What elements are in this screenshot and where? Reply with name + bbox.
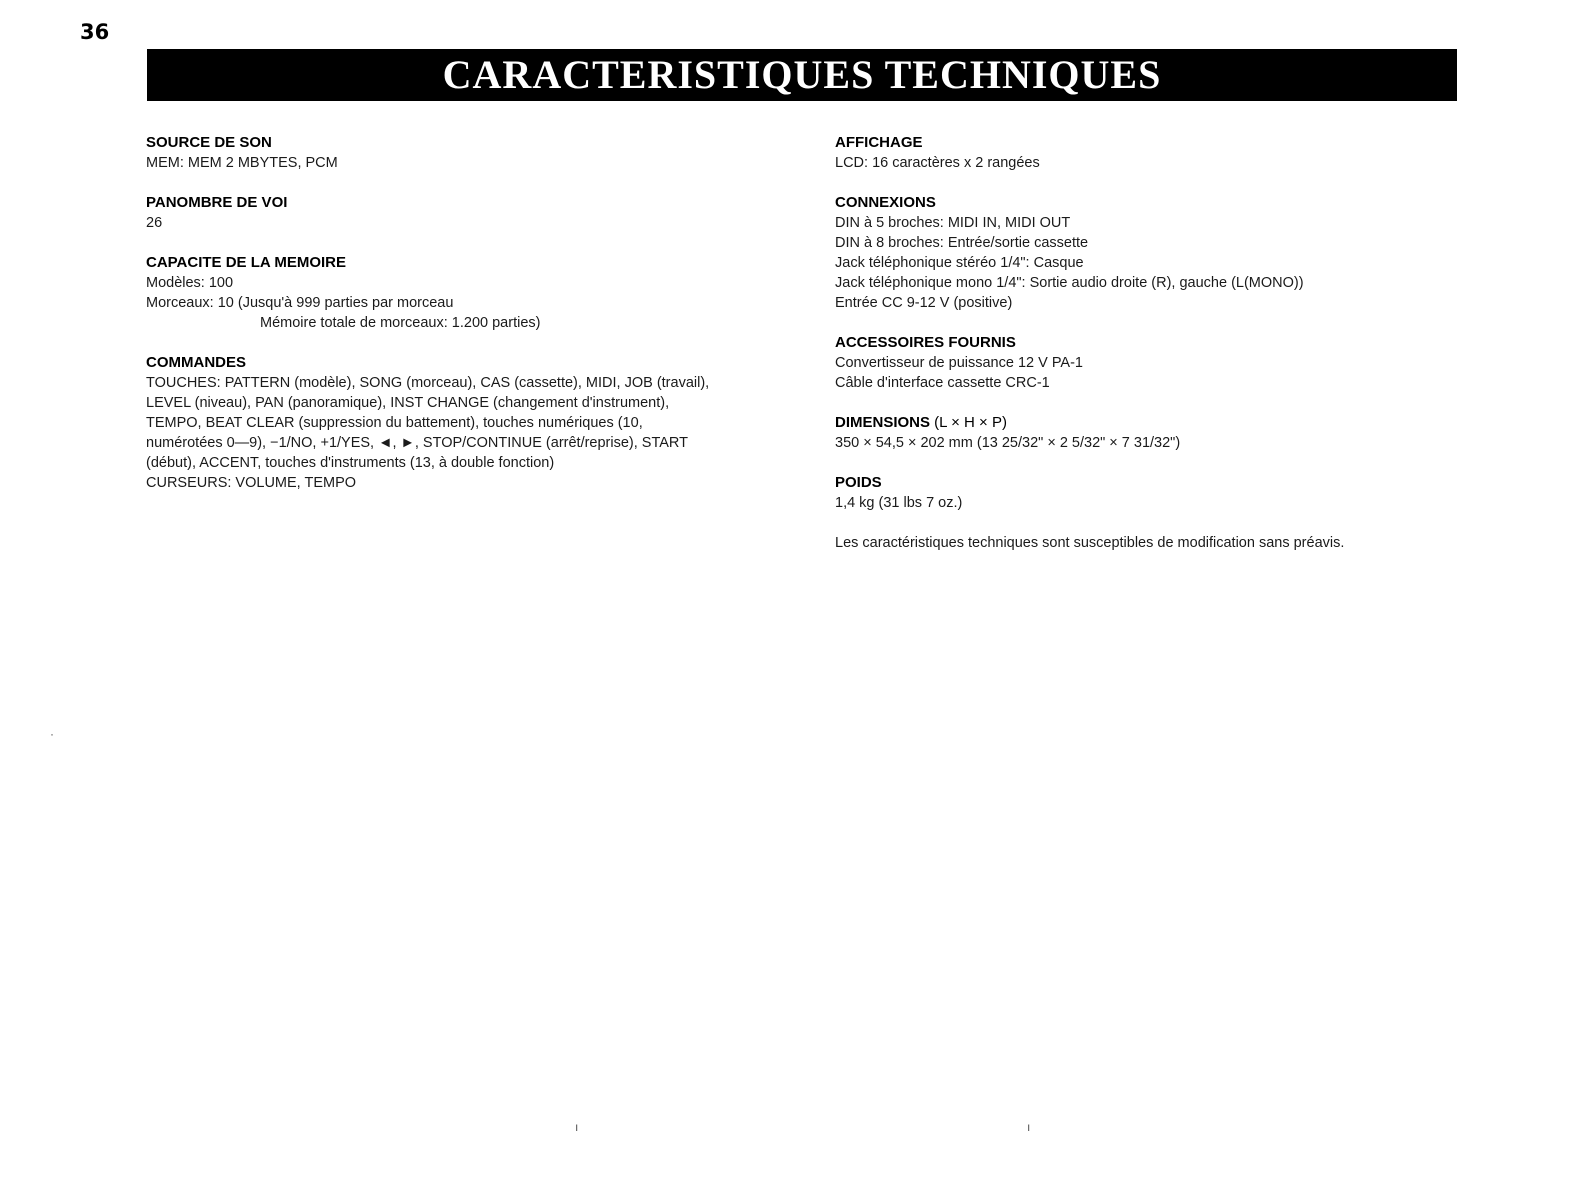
title-banner: [147, 49, 1457, 101]
section-commandes: [146, 353, 786, 493]
section-heading: CAPACITE DE LA MEMOIRE: [146, 254, 347, 271]
section-poids: [835, 473, 1475, 513]
spec-line: Convertisseur de puissance 12 V PA-1: [835, 355, 1083, 371]
section-heading: PANOMBRE DE VOI: [146, 194, 288, 211]
spec-line: Morceaux: 10 (Jusqu'à 999 parties par morceau: [146, 295, 454, 311]
section-heading: ACCESSOIRES FOURNIS: [835, 334, 1016, 351]
scan-dot: ·: [50, 727, 54, 741]
dimensions-heading: DIMENSIONS: [835, 414, 931, 431]
spec-line: Entrée CC 9-12 V (positive): [835, 295, 1013, 311]
spec-line: MEM: MEM 2 MBYTES, PCM: [146, 155, 338, 171]
section-heading: CONNEXIONS: [835, 194, 936, 211]
spec-line: 1,4 kg (31 lbs 7 oz.): [835, 495, 963, 511]
spec-line: (début), ACCENT, touches d'instruments (13, à double fonction): [146, 455, 555, 471]
page-title: CARACTERISTIQUES TECHNIQUES: [442, 52, 1162, 97]
spec-line: Modèles: 100: [146, 275, 234, 291]
footnote: Les caractéristiques techniques sont susceptibles de modification sans préavis.: [835, 535, 1345, 551]
page-number: 36: [80, 20, 110, 44]
spec-line: numérotées 0—9), −1/NO, +1/YES, ◄, ►, STOP/CONTINUE (arrêt/reprise), START: [146, 435, 688, 451]
spec-line: LEVEL (niveau), PAN (panoramique), INST CHANGE (changement d'instrument),: [146, 395, 670, 411]
right-column: [835, 133, 1475, 553]
section-polyphonie: [146, 193, 786, 233]
spec-line: TOUCHES: PATTERN (modèle), SONG (morceau), CAS (cassette), MIDI, JOB (travail),: [146, 375, 710, 391]
section-heading: [835, 413, 1475, 433]
section-dimensions: [835, 413, 1475, 453]
spec-line: Mémoire totale de morceaux: 1.200 parties): [260, 315, 541, 331]
section-accessoires: [835, 333, 1475, 393]
spec-line: DIN à 5 broches: MIDI IN, MIDI OUT: [835, 215, 1071, 231]
spec-line: TEMPO, BEAT CLEAR (suppression du battement), touches numériques (10,: [146, 415, 643, 431]
spec-line: DIN à 8 broches: Entrée/sortie cassette: [835, 235, 1089, 251]
section-heading: SOURCE DE SON: [146, 134, 272, 151]
section-source-de-son: [146, 133, 786, 173]
spec-line: Câble d'interface cassette CRC-1: [835, 375, 1050, 391]
spec-line: Jack téléphonique mono 1/4": Sortie audio droite (R), gauche (L(MONO)): [835, 275, 1304, 291]
section-capacite-memoire: [146, 253, 786, 333]
spec-line: CURSEURS: VOLUME, TEMPO: [146, 475, 357, 491]
spec-line: Jack téléphonique stéréo 1/4": Casque: [835, 255, 1084, 271]
spec-line: 26: [146, 215, 163, 231]
section-heading: POIDS: [835, 474, 882, 491]
dimensions-heading-suffix: (L × H × P): [930, 414, 1007, 431]
scan-mark: ı: [575, 1120, 579, 1134]
scan-mark: ı: [1027, 1120, 1031, 1134]
spec-line: 350 × 54,5 × 202 mm (13 25/32" × 2 5/32" × 7 31/32"): [835, 435, 1181, 451]
spec-line: LCD: 16 caractères x 2 rangées: [835, 155, 1040, 171]
section-connexions: [835, 193, 1475, 313]
section-affichage: [835, 133, 1475, 173]
section-heading: AFFICHAGE: [835, 134, 923, 151]
left-column: [146, 133, 786, 513]
section-heading: COMMANDES: [146, 354, 246, 371]
